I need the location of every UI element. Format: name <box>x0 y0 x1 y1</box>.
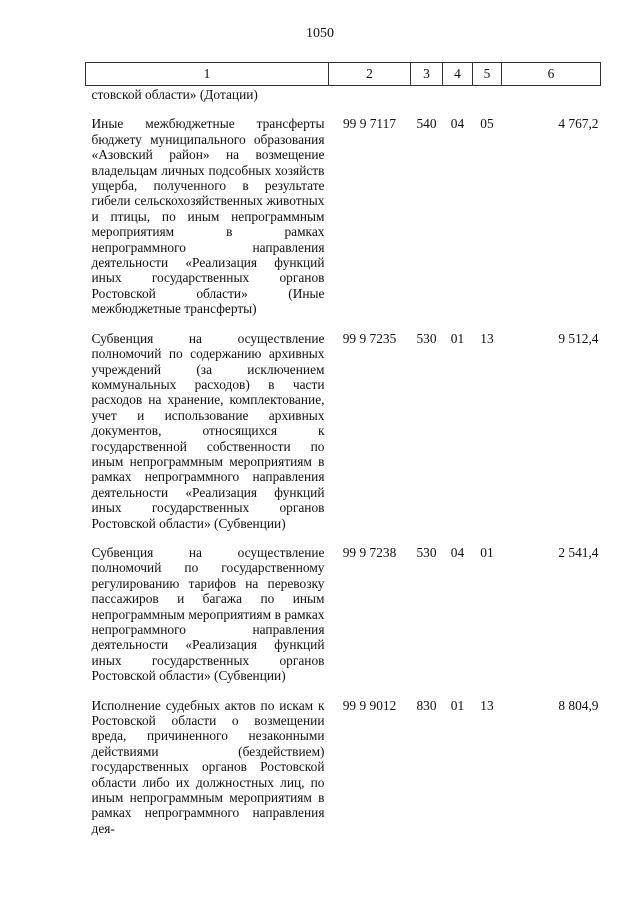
row-section: 04 <box>450 116 465 132</box>
header-col-6: 6 <box>502 63 601 86</box>
page-number: 1050 <box>306 26 334 41</box>
table-row-continued <box>86 86 601 103</box>
row-target-code: 99 9 9012 <box>342 697 397 713</box>
row-expense-type: 540 <box>416 116 437 132</box>
table-row <box>86 317 601 531</box>
row-subsection: 13 <box>480 330 494 346</box>
row-subsection: 05 <box>480 116 494 132</box>
row-amount: 8 804,9 <box>558 697 599 713</box>
row-amount: 2 541,4 <box>558 544 599 560</box>
table-row <box>86 531 601 684</box>
row-target-code: 99 9 7238 <box>342 544 397 560</box>
row-section: 01 <box>450 697 465 713</box>
header-col-4: 4 <box>443 63 473 86</box>
header-col-5: 5 <box>473 63 502 86</box>
table-row <box>86 684 601 837</box>
table-header-row <box>86 63 601 86</box>
table-row <box>86 102 601 316</box>
row-amount: 4 767,2 <box>558 116 599 132</box>
row-subsection: 01 <box>480 544 494 560</box>
row-amount: 9 512,4 <box>558 330 599 346</box>
row-expense-type: 530 <box>416 330 437 346</box>
row-expense-type: 530 <box>416 544 437 560</box>
row-description: Субвенция на осуществление полномочий по государственному регулированию тарифов на перевозку пассажиров и багажа по иным непрограммным мероприятиям в рамках непрограммного направления деятельности «Реализация функций иных государственных органов Ростовской области» (Субвенции) <box>91 544 325 684</box>
row-subsection: 13 <box>480 697 494 713</box>
header-col-3: 3 <box>411 63 443 86</box>
row-expense-type: 830 <box>416 697 437 713</box>
row-section: 01 <box>450 330 465 346</box>
row-target-code: 99 9 7117 <box>342 116 397 132</box>
row-description: Исполнение судебных актов по искам к Ростовской области о возмещении вреда, причиненного незаконными действиями (бездействием) государственных органов Ростовской области либо их должностных лиц, по иным непрограммным мероприятиям в рамках непрограммного направления дея- <box>91 697 325 836</box>
row-section: 04 <box>450 544 465 560</box>
budget-table <box>85 62 601 836</box>
header-col-2: 2 <box>329 63 411 86</box>
continued-description: стовской области» (Дотации) <box>91 87 258 102</box>
row-description: Иные межбюджетные трансферты бюджету муниципального образования «Азовский район» на возмещение владельцам личных подсобных хозяйств ущерба, полученного в результате гибели сельскохозяйственных животных и птицы, по иным непрограммным мероприятиям в рамках непрограммного направления деятельности «Реализация функций иных государственных органов Ростовской области» (Иные межбюджетные трансферты) <box>91 116 325 317</box>
row-description: Субвенция на осуществление полномочий по содержанию архивных учреждений (за исключением коммунальных расходов) в части расходов на хранение, комплектование, учет и использование архивных документов, относящихся к государственной собственности по иным непрограммным мероприятиям в рамках непрограммного направления деятельности «Реализация функций иных государственных органов Ростовской области» (Субвенции) <box>91 330 325 531</box>
header-col-1: 1 <box>86 63 329 86</box>
row-target-code: 99 9 7235 <box>342 330 397 346</box>
